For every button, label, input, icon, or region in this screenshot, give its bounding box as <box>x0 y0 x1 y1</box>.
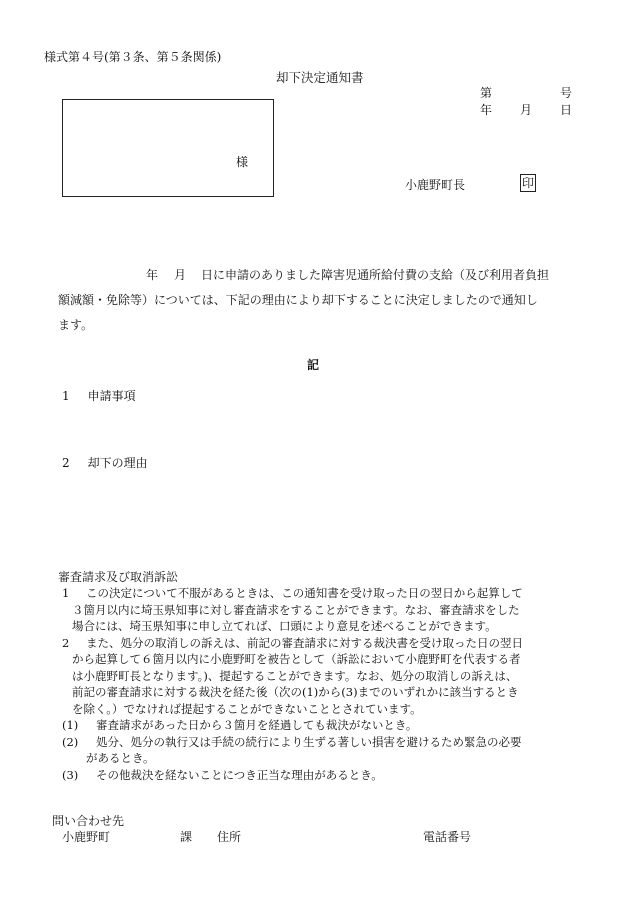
item-application <box>62 387 136 404</box>
recipient-box <box>62 99 274 197</box>
item-number: 1 <box>62 389 70 403</box>
contact-section: 課 <box>180 830 193 844</box>
document-number-prefix: 第 <box>480 86 493 100</box>
item-rejection-reason <box>62 454 148 471</box>
appeal-line: ３箇月以内に埼玉県知事に対し審査請求をすることができます。なお、審査請求をした <box>72 602 520 617</box>
issue-date-year: 年 <box>480 103 493 117</box>
contact-heading: 問い合わせ先 <box>52 814 125 828</box>
appeal-line: 場合には、埼玉県知事に申し立てれば、口頭により意見を述べることができます。 <box>72 619 497 633</box>
seal-mark: 印 <box>522 176 535 190</box>
issue-date-day: 日 <box>560 103 573 117</box>
document-number-suffix: 号 <box>560 86 573 100</box>
item-label: 申請事項 <box>87 389 136 403</box>
appeal-sub-item: があるとき。 <box>86 751 155 765</box>
appeal-text <box>58 585 578 783</box>
appeal-line: 2 また、処分の取消しの訴えは、前記の審査請求に対する裁決書を受け取った日の翌日 <box>62 635 523 650</box>
appeal-line: を除く。）でなければ提起することができないこととされています。 <box>72 701 422 716</box>
appeal-line: 前記の審査請求に対する裁決を経た後（次の(1)から(3)までのいずれかに該当するとき <box>72 685 519 699</box>
appeal-sub-item: (2) 処分、処分の執行又は手続の続行により生ずる著しい損害を避けるため緊急の必要 <box>62 734 522 749</box>
recipient-honorific: 様 <box>236 155 249 169</box>
appeal-sub-item: (1) 審査請求があった日から３箇月を経過しても裁決がないとき。 <box>62 718 418 732</box>
body-line-3: ます。 <box>58 318 94 332</box>
contact-town: 小鹿野町 <box>62 830 111 844</box>
contact-address-label: 住所 <box>217 830 242 844</box>
body-date-year: 年 <box>146 268 159 282</box>
body-date-month: 月 <box>174 268 187 282</box>
form-number: 様式第４号(第３条、第５条関係) <box>44 50 222 64</box>
appeal-sub-item: (3) その他裁決を経ないことにつき正当な理由があるとき。 <box>62 767 383 782</box>
body-line-1: 日に申請のありました障害児通所給付費の支給（及び利用者負担 <box>201 268 550 282</box>
appeal-line: から起算して６箇月以内に小鹿野町を被告として（訴訟において小鹿野町を代表する者 <box>72 652 521 666</box>
document-title: 却下決定通知書 <box>276 70 364 85</box>
issuer-seal <box>520 174 536 192</box>
body-line-2: 額減額・免除等）については、下記の理由により却下することに決定しましたので通知し <box>58 293 538 307</box>
issue-date-month: 月 <box>520 103 533 117</box>
ki-heading: 記 <box>307 358 320 372</box>
item-label: 却下の理由 <box>87 456 148 470</box>
contact-phone-label: 電話番号 <box>423 830 472 844</box>
appeal-heading: 審査請求及び取消訴訟 <box>58 570 179 584</box>
appeal-line: は小鹿野町長となります。)、提起することができます。なお、処分の取消しの訴えは、 <box>72 668 518 683</box>
item-number: 2 <box>62 456 70 470</box>
appeal-line: 1 この決定について不服があるときは、この通知書を受け取った日の翌日から起算して <box>62 586 523 600</box>
issuer-name: 小鹿野町長 <box>405 178 466 192</box>
